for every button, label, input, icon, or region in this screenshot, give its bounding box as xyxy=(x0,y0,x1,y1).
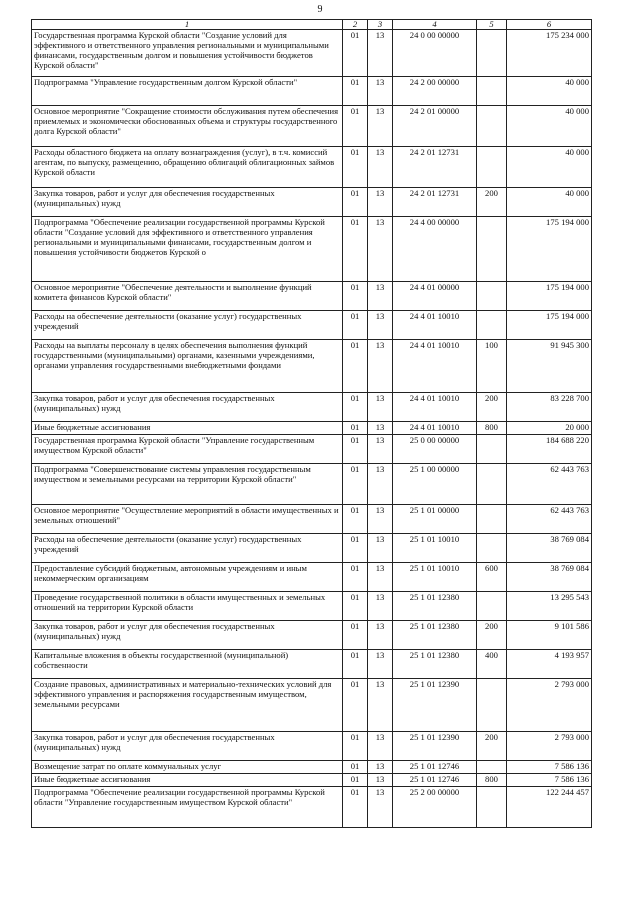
row-target-article-cell: 24 4 01 10010 xyxy=(393,393,477,422)
row-section-cell: 01 xyxy=(343,282,368,311)
table-row xyxy=(32,464,592,505)
row-subsection-cell: 13 xyxy=(368,787,393,828)
row-target-article-cell: 24 0 00 00000 xyxy=(393,30,477,77)
row-section-cell: 01 xyxy=(343,621,368,650)
row-amount-cell: 175 194 000 xyxy=(507,217,592,282)
header-cell: 1 xyxy=(32,20,343,30)
row-amount-cell: 13 295 543 xyxy=(507,592,592,621)
table-row xyxy=(32,621,592,650)
row-expense-type-cell xyxy=(477,464,507,505)
row-name-cell: Основное мероприятие "Осуществление мероприятий в области имущественных и земельных отношений" xyxy=(32,505,343,534)
row-target-article-cell: 25 1 01 10010 xyxy=(393,563,477,592)
row-name-cell: Подпрограмма "Совершенствование системы управления государственным имуществом и земельными ресурсами на территории Курской области" xyxy=(32,464,343,505)
row-subsection-cell: 13 xyxy=(368,761,393,774)
row-expense-type-cell: 200 xyxy=(477,732,507,761)
row-name-cell: Государственная программа Курской области "Создание условий для эффективного и ответственного управления региональными и муниципальными финансами, государственным долгом и повышения устойчивости бюджетов Курской области" xyxy=(32,30,343,77)
row-amount-cell: 62 443 763 xyxy=(507,505,592,534)
table-row xyxy=(32,311,592,340)
row-subsection-cell: 13 xyxy=(368,505,393,534)
row-amount-cell: 40 000 xyxy=(507,147,592,188)
table-row xyxy=(32,774,592,787)
header-cell: 2 xyxy=(343,20,368,30)
row-section-cell: 01 xyxy=(343,147,368,188)
table-row xyxy=(32,147,592,188)
row-amount-cell: 40 000 xyxy=(507,106,592,147)
row-subsection-cell: 13 xyxy=(368,422,393,435)
header-cell: 3 xyxy=(368,20,393,30)
row-amount-cell: 2 793 000 xyxy=(507,732,592,761)
row-subsection-cell: 13 xyxy=(368,30,393,77)
row-name-cell: Иные бюджетные ассигнования xyxy=(32,774,343,787)
row-section-cell: 01 xyxy=(343,340,368,393)
row-target-article-cell: 25 1 01 10010 xyxy=(393,534,477,563)
row-expense-type-cell: 600 xyxy=(477,563,507,592)
row-section-cell: 01 xyxy=(343,422,368,435)
row-target-article-cell: 24 4 01 00000 xyxy=(393,282,477,311)
row-section-cell: 01 xyxy=(343,311,368,340)
table-row xyxy=(32,30,592,77)
row-expense-type-cell: 800 xyxy=(477,422,507,435)
row-amount-cell: 4 193 957 xyxy=(507,650,592,679)
row-amount-cell: 83 228 700 xyxy=(507,393,592,422)
row-section-cell: 01 xyxy=(343,30,368,77)
row-section-cell: 01 xyxy=(343,217,368,282)
row-expense-type-cell xyxy=(477,534,507,563)
row-amount-cell: 38 769 084 xyxy=(507,563,592,592)
row-name-cell: Основное мероприятие "Обеспечение деятельности и выполнение функций комитета финансов Курской области" xyxy=(32,282,343,311)
row-subsection-cell: 13 xyxy=(368,732,393,761)
row-expense-type-cell: 200 xyxy=(477,188,507,217)
row-amount-cell: 175 194 000 xyxy=(507,311,592,340)
row-target-article-cell: 24 4 00 00000 xyxy=(393,217,477,282)
row-amount-cell: 2 793 000 xyxy=(507,679,592,732)
row-name-cell: Иные бюджетные ассигнования xyxy=(32,422,343,435)
row-section-cell: 01 xyxy=(343,188,368,217)
row-name-cell: Проведение государственной политики в области имущественных и земельных отношений на территории Курской области xyxy=(32,592,343,621)
row-name-cell: Создание правовых, административных и материально-технических условий для эффективного управления и распоряжения государственным имуществом, земельными ресурсами xyxy=(32,679,343,732)
table-row xyxy=(32,650,592,679)
row-amount-cell: 175 194 000 xyxy=(507,282,592,311)
row-amount-cell: 9 101 586 xyxy=(507,621,592,650)
row-expense-type-cell xyxy=(477,282,507,311)
row-subsection-cell: 13 xyxy=(368,534,393,563)
row-expense-type-cell: 200 xyxy=(477,393,507,422)
table-row xyxy=(32,435,592,464)
row-target-article-cell: 24 2 00 00000 xyxy=(393,77,477,106)
table-row xyxy=(32,534,592,563)
table-row xyxy=(32,422,592,435)
row-amount-cell: 7 586 136 xyxy=(507,774,592,787)
row-target-article-cell: 25 1 01 12380 xyxy=(393,621,477,650)
row-name-cell: Закупка товаров, работ и услуг для обеспечения государственных (муниципальных) нужд xyxy=(32,732,343,761)
row-subsection-cell: 13 xyxy=(368,435,393,464)
row-subsection-cell: 13 xyxy=(368,621,393,650)
row-subsection-cell: 13 xyxy=(368,217,393,282)
header-cell: 4 xyxy=(393,20,477,30)
row-section-cell: 01 xyxy=(343,393,368,422)
table-row xyxy=(32,563,592,592)
row-name-cell: Расходы на выплаты персоналу в целях обеспечения выполнения функций государственными (муниципальными) органами, казенными учреждениями, органами управления государственными внебюджетными фондами xyxy=(32,340,343,393)
row-target-article-cell: 24 4 01 10010 xyxy=(393,311,477,340)
row-section-cell: 01 xyxy=(343,77,368,106)
row-target-article-cell: 25 0 00 00000 xyxy=(393,435,477,464)
table-row xyxy=(32,679,592,732)
row-target-article-cell: 25 1 01 00000 xyxy=(393,505,477,534)
row-amount-cell: 20 000 xyxy=(507,422,592,435)
row-target-article-cell: 24 2 01 00000 xyxy=(393,106,477,147)
row-section-cell: 01 xyxy=(343,592,368,621)
row-expense-type-cell: 100 xyxy=(477,340,507,393)
row-amount-cell: 7 586 136 xyxy=(507,761,592,774)
row-expense-type-cell xyxy=(477,787,507,828)
row-target-article-cell: 24 2 01 12731 xyxy=(393,188,477,217)
row-expense-type-cell xyxy=(477,217,507,282)
table-header-row xyxy=(32,20,592,30)
row-target-article-cell: 25 1 01 12746 xyxy=(393,774,477,787)
row-target-article-cell: 25 2 00 00000 xyxy=(393,787,477,828)
row-section-cell: 01 xyxy=(343,679,368,732)
row-amount-cell: 62 443 763 xyxy=(507,464,592,505)
row-section-cell: 01 xyxy=(343,106,368,147)
row-expense-type-cell xyxy=(477,505,507,534)
row-target-article-cell: 25 1 00 00000 xyxy=(393,464,477,505)
row-expense-type-cell xyxy=(477,761,507,774)
table-row xyxy=(32,340,592,393)
row-section-cell: 01 xyxy=(343,435,368,464)
row-subsection-cell: 13 xyxy=(368,774,393,787)
row-expense-type-cell xyxy=(477,592,507,621)
row-section-cell: 01 xyxy=(343,787,368,828)
row-amount-cell: 184 688 220 xyxy=(507,435,592,464)
table-row xyxy=(32,106,592,147)
row-section-cell: 01 xyxy=(343,650,368,679)
row-section-cell: 01 xyxy=(343,505,368,534)
row-subsection-cell: 13 xyxy=(368,340,393,393)
budget-table xyxy=(31,19,592,828)
table-row xyxy=(32,787,592,828)
row-subsection-cell: 13 xyxy=(368,650,393,679)
row-expense-type-cell: 200 xyxy=(477,621,507,650)
table-row xyxy=(32,188,592,217)
table-row xyxy=(32,505,592,534)
row-expense-type-cell xyxy=(477,311,507,340)
row-amount-cell: 40 000 xyxy=(507,77,592,106)
page-number: 9 xyxy=(317,4,323,15)
row-name-cell: Расходы областного бюджета на оплату вознаграждения (услуг), в т.ч. комиссий агентам, по выпуску, размещению, обращению облигаций облигационных займов Курской области xyxy=(32,147,343,188)
row-subsection-cell: 13 xyxy=(368,77,393,106)
row-name-cell: Возмещение затрат по оплате коммунальных услуг xyxy=(32,761,343,774)
row-subsection-cell: 13 xyxy=(368,147,393,188)
row-subsection-cell: 13 xyxy=(368,563,393,592)
row-amount-cell: 175 234 000 xyxy=(507,30,592,77)
row-subsection-cell: 13 xyxy=(368,393,393,422)
table-row xyxy=(32,761,592,774)
row-expense-type-cell xyxy=(477,435,507,464)
header-cell: 5 xyxy=(477,20,507,30)
row-name-cell: Предоставление субсидий бюджетным, автономным учреждениям и иным некоммерческим организациям xyxy=(32,563,343,592)
row-name-cell: Расходы на обеспечение деятельности (оказание услуг) государственных учреждений xyxy=(32,534,343,563)
row-name-cell: Закупка товаров, работ и услуг для обеспечения государственных (муниципальных) нужд xyxy=(32,621,343,650)
table-row xyxy=(32,217,592,282)
row-subsection-cell: 13 xyxy=(368,188,393,217)
row-name-cell: Подпрограмма "Управление государственным долгом Курской области" xyxy=(32,77,343,106)
row-section-cell: 01 xyxy=(343,732,368,761)
row-target-article-cell: 25 1 01 12380 xyxy=(393,592,477,621)
row-target-article-cell: 25 1 01 12390 xyxy=(393,732,477,761)
row-subsection-cell: 13 xyxy=(368,679,393,732)
row-expense-type-cell xyxy=(477,106,507,147)
row-amount-cell: 122 244 457 xyxy=(507,787,592,828)
row-subsection-cell: 13 xyxy=(368,311,393,340)
row-expense-type-cell xyxy=(477,30,507,77)
table-row xyxy=(32,282,592,311)
header-cell: 6 xyxy=(507,20,592,30)
table-row xyxy=(32,393,592,422)
row-amount-cell: 91 945 300 xyxy=(507,340,592,393)
row-name-cell: Капитальные вложения в объекты государственной (муниципальной) собственности xyxy=(32,650,343,679)
row-amount-cell: 38 769 084 xyxy=(507,534,592,563)
row-subsection-cell: 13 xyxy=(368,592,393,621)
row-target-article-cell: 25 1 01 12746 xyxy=(393,761,477,774)
row-subsection-cell: 13 xyxy=(368,464,393,505)
row-target-article-cell: 24 2 01 12731 xyxy=(393,147,477,188)
row-expense-type-cell xyxy=(477,77,507,106)
row-target-article-cell: 25 1 01 12380 xyxy=(393,650,477,679)
table-row xyxy=(32,732,592,761)
row-amount-cell: 40 000 xyxy=(507,188,592,217)
row-section-cell: 01 xyxy=(343,534,368,563)
row-section-cell: 01 xyxy=(343,761,368,774)
row-name-cell: Государственная программа Курской области "Управление государственным имуществом Курской области" xyxy=(32,435,343,464)
row-name-cell: Закупка товаров, работ и услуг для обеспечения государственных (муниципальных) нужд xyxy=(32,188,343,217)
row-name-cell: Подпрограмма "Обеспечение реализации государственной программы Курской области "Управление государственным имуществом Курской области" xyxy=(32,787,343,828)
row-subsection-cell: 13 xyxy=(368,282,393,311)
row-section-cell: 01 xyxy=(343,563,368,592)
row-subsection-cell: 13 xyxy=(368,106,393,147)
row-expense-type-cell: 800 xyxy=(477,774,507,787)
row-section-cell: 01 xyxy=(343,464,368,505)
row-target-article-cell: 24 4 01 10010 xyxy=(393,340,477,393)
row-name-cell: Основное мероприятие "Сокращение стоимости обслуживания путем обеспечения приемлемых и экономически обоснованных объема и структуры государственного долга Курской области" xyxy=(32,106,343,147)
row-expense-type-cell xyxy=(477,147,507,188)
row-expense-type-cell: 400 xyxy=(477,650,507,679)
row-name-cell: Закупка товаров, работ и услуг для обеспечения государственных (муниципальных) нужд xyxy=(32,393,343,422)
row-name-cell: Подпрограмма "Обеспечение реализации государственной программы Курской области "Создание условий для эффективного и ответственного управления региональными и муниципальными финансами, государственным долгом и повышения устойчивости бюджетов Курской о xyxy=(32,217,343,282)
row-name-cell: Расходы на обеспечение деятельности (оказание услуг) государственных учреждений xyxy=(32,311,343,340)
row-expense-type-cell xyxy=(477,679,507,732)
table-row xyxy=(32,592,592,621)
row-section-cell: 01 xyxy=(343,774,368,787)
table-row xyxy=(32,77,592,106)
row-target-article-cell: 25 1 01 12390 xyxy=(393,679,477,732)
row-target-article-cell: 24 4 01 10010 xyxy=(393,422,477,435)
